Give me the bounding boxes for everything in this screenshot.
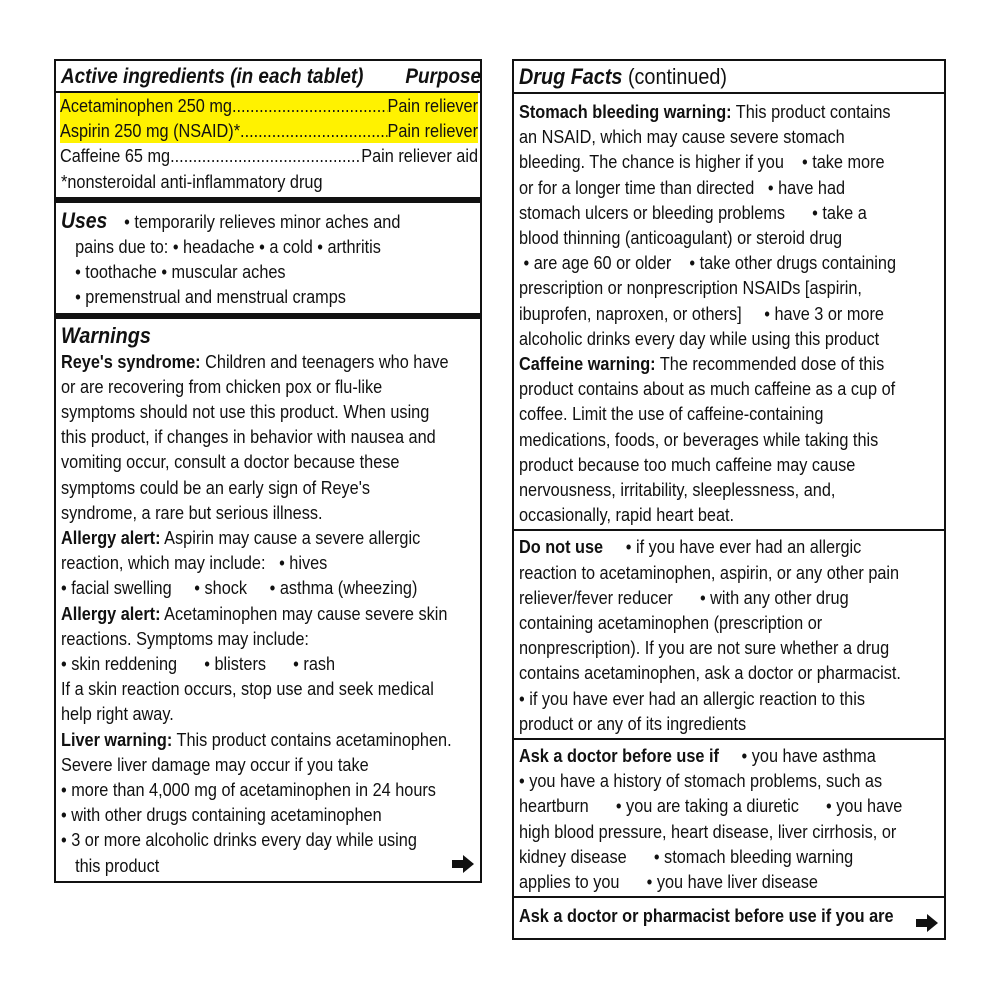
line-text: • are age 60 or older • take other drugs containing (519, 252, 897, 274)
uses-section (56, 203, 480, 310)
line-text: nonprescription). If you are not sure whether a drug (519, 637, 890, 659)
line-text: Children and teenagers who have (200, 350, 449, 372)
warning-line (61, 777, 476, 802)
ingredient-name: Acetaminophen 250 mg (60, 95, 232, 116)
uses-line-2: pains due to: • headache • a cold • arthritis (75, 236, 381, 258)
warning-line (61, 575, 476, 600)
line-text: • skin reddening • blisters • rash (61, 653, 336, 675)
line-text: this product, if changes in behavior with nausea and (61, 426, 436, 448)
line-text: medications, foods, or beverages while taking this (519, 428, 879, 450)
line-text: Aspirin may cause a severe allergic (160, 527, 421, 549)
warning-line (61, 500, 476, 525)
line-text: alcoholic drinks every day while using this product (519, 327, 880, 349)
line-text: bleeding. The chance is higher if you • take more (519, 151, 885, 173)
warning-line (61, 727, 476, 752)
line-text: This product contains (731, 101, 891, 122)
warning-line (61, 550, 476, 575)
bold-lead: Allergy alert: (61, 527, 161, 549)
active-ingredients-footnote: *nonsteroidal anti-inflammatory drug (61, 170, 323, 192)
warning-line (61, 752, 476, 777)
warnings-section (56, 319, 480, 878)
warnings-heading: Warnings (61, 322, 151, 348)
ingredient-name: Aspirin 250 mg (NSAID)* (60, 120, 241, 142)
line-text: blood thinning (anticoagulant) or steroid drug (519, 227, 843, 249)
warning-line (61, 802, 476, 827)
bold-lead: Stomach bleeding warning: (519, 101, 732, 122)
line-text: vomiting occur, consult a doctor because these (61, 451, 400, 473)
warning-line (519, 477, 940, 502)
uses-line-4: • premenstrual and menstrual cramps (75, 286, 346, 308)
uses-heading: Uses (61, 207, 108, 233)
continue-arrow-icon (452, 855, 474, 873)
line-text: This product contains acetaminophen. (172, 728, 452, 750)
ask-pharmacist-heading: Ask a doctor or pharmacist before use if you are (519, 905, 894, 927)
continue-arrow-icon (916, 914, 938, 932)
line-text: syndrome, a rare but serious illness. (61, 501, 323, 523)
right-drug-facts-panel (512, 59, 946, 940)
bold-lead: Ask a doctor before use if (519, 745, 719, 767)
warning-line (61, 475, 476, 500)
warning-line (61, 374, 476, 399)
line-text: The recommended dose of this (655, 353, 885, 375)
drug-facts-title: Drug Facts (519, 64, 623, 89)
line-text: prescription or nonprescription NSAIDs [aspirin, (519, 277, 862, 299)
active-ingredients-list (61, 93, 476, 194)
leader-dots (232, 93, 388, 118)
bold-lead: Reye's syndrome: (61, 350, 201, 372)
line-text: or for a longer time than directed • have had (519, 176, 846, 198)
warning-line (519, 401, 940, 426)
ask-doctor-section (514, 740, 944, 896)
line-text: high blood pressure, heart disease, liver cirrhosis, or (519, 820, 897, 842)
do-not-use-line (519, 660, 940, 685)
line-text: stomach ulcers or bleeding problems • take a (519, 201, 867, 223)
active-ingredients-heading: Active ingredients (in each tablet) (61, 65, 364, 88)
line-text: applies to you • you have liver disease (519, 871, 818, 893)
line-text: If a skin reaction occurs, stop use and seek medical (61, 678, 434, 700)
line-text: nervousness, irritability, sleeplessness, and, (519, 479, 836, 501)
line-text: reactions. Symptoms may include: (61, 627, 309, 649)
bold-lead: Allergy alert: (61, 602, 161, 624)
line-text: or are recovering from chicken pox or flu-like (61, 375, 383, 397)
active-ingredient-row (60, 143, 478, 168)
bold-lead: Caffeine warning: (519, 353, 656, 375)
line-text: Acetaminophen may cause severe skin (160, 602, 448, 624)
ingredient-name: Caffeine 65 mg (60, 145, 171, 167)
line-text: product because too much caffeine may cause (519, 453, 856, 475)
active-ingredients-section (56, 61, 480, 194)
line-text: • facial swelling • shock • asthma (wheezing) (61, 577, 418, 599)
do-not-use-line (519, 711, 940, 736)
line-text: containing acetaminophen (prescription or (519, 612, 823, 634)
line-text: an NSAID, which may cause severe stomach (519, 126, 845, 148)
line-text: product contains about as much caffeine as a cup of (519, 378, 896, 400)
warning-line (519, 225, 940, 250)
do-not-use-line (519, 686, 940, 711)
warning-line (519, 326, 940, 351)
active-ingredient-row (60, 118, 478, 143)
warning-line (61, 853, 476, 878)
do-not-use-line (519, 635, 940, 660)
bold-lead: Do not use (519, 536, 604, 558)
warning-line (519, 301, 940, 326)
warning-line (61, 399, 476, 424)
line-text: heartburn • you are taking a diuretic • you have (519, 795, 903, 817)
do-not-use-section (514, 531, 944, 738)
ingredient-purpose: Pain reliever (387, 120, 478, 142)
warning-line (519, 275, 940, 300)
line-text: reliever/fever reducer • with any other drug (519, 586, 849, 608)
line-text: occasionally, rapid heart beat. (519, 504, 735, 526)
ask-doctor-line (519, 869, 940, 894)
warning-line (519, 175, 940, 200)
line-text: • you have asthma (718, 745, 876, 767)
line-text: • if you have ever had an allergic reaction to this (519, 687, 865, 709)
warning-line (61, 676, 476, 701)
ask-doctor-line (519, 844, 940, 869)
line-text: help right away. (61, 703, 174, 725)
line-text: symptoms could be an early sign of Reye's (61, 476, 370, 498)
warning-line (61, 349, 476, 374)
warning-line (519, 99, 940, 124)
warning-line (61, 601, 476, 626)
warning-line (519, 427, 940, 452)
do-not-use-line (519, 560, 940, 585)
warning-line (61, 827, 476, 852)
line-text: • if you have ever had an allergic (603, 536, 862, 558)
leader-dots (240, 118, 387, 143)
drug-facts-header (514, 61, 944, 92)
warning-line (61, 701, 476, 726)
uses-line-1: • temporarily relieves minor aches and (124, 210, 401, 232)
purpose-heading: Purpose (405, 65, 482, 88)
warning-line (61, 651, 476, 676)
ask-doctor-line (519, 768, 940, 793)
warning-line (61, 424, 476, 449)
warning-line (519, 351, 940, 376)
line-text: kidney disease • stomach bleeding warning (519, 845, 854, 867)
warning-line (61, 525, 476, 550)
line-text: coffee. Limit the use of caffeine-containing (519, 403, 824, 425)
left-drug-facts-panel (54, 59, 482, 883)
stomach-caffeine-section (514, 94, 944, 529)
ask-doctor-line (519, 819, 940, 844)
line-text: • with other drugs containing acetaminophen (61, 804, 382, 826)
ask-doctor-line (519, 743, 940, 768)
line-text: reaction to acetaminophen, aspirin, or any other pain (519, 561, 900, 583)
leader-dots (170, 143, 361, 168)
warning-line (519, 502, 940, 527)
warning-line (519, 250, 940, 275)
ingredient-purpose: Pain reliever (387, 95, 478, 116)
ask-doctor-line (519, 793, 940, 818)
line-text: • 3 or more alcoholic drinks every day while using (61, 829, 417, 851)
do-not-use-line (519, 585, 940, 610)
do-not-use-line (519, 534, 940, 559)
line-text: this product (75, 854, 160, 876)
warning-line (519, 200, 940, 225)
line-text: Severe liver damage may occur if you take (61, 753, 369, 775)
line-text: reaction, which may include: • hives (61, 552, 328, 574)
do-not-use-line (519, 610, 940, 635)
ask-pharmacist-section (514, 898, 944, 928)
active-ingredient-row (60, 93, 478, 118)
line-text: • more than 4,000 mg of acetaminophen in 24 hours (61, 779, 436, 801)
uses-line-3: • toothache • muscular aches (75, 261, 286, 283)
warning-line (519, 149, 940, 174)
bold-lead: Liver warning: (61, 728, 173, 750)
line-text: • you have a history of stomach problems, such as (519, 770, 883, 792)
line-text: ibuprofen, naproxen, or others] • have 3 or more (519, 302, 884, 324)
ingredient-purpose: Pain reliever aid (361, 145, 478, 167)
warning-line (519, 452, 940, 477)
warning-line (519, 124, 940, 149)
drug-facts-continued: (continued) (627, 64, 728, 89)
warning-line (61, 449, 476, 474)
warning-line (61, 626, 476, 651)
line-text: symptoms should not use this product. When using (61, 401, 430, 423)
line-text: product or any of its ingredients (519, 712, 747, 734)
warnings-text (61, 349, 476, 878)
warning-line (519, 376, 940, 401)
line-text: contains acetaminophen, ask a doctor or pharmacist. (519, 662, 901, 684)
